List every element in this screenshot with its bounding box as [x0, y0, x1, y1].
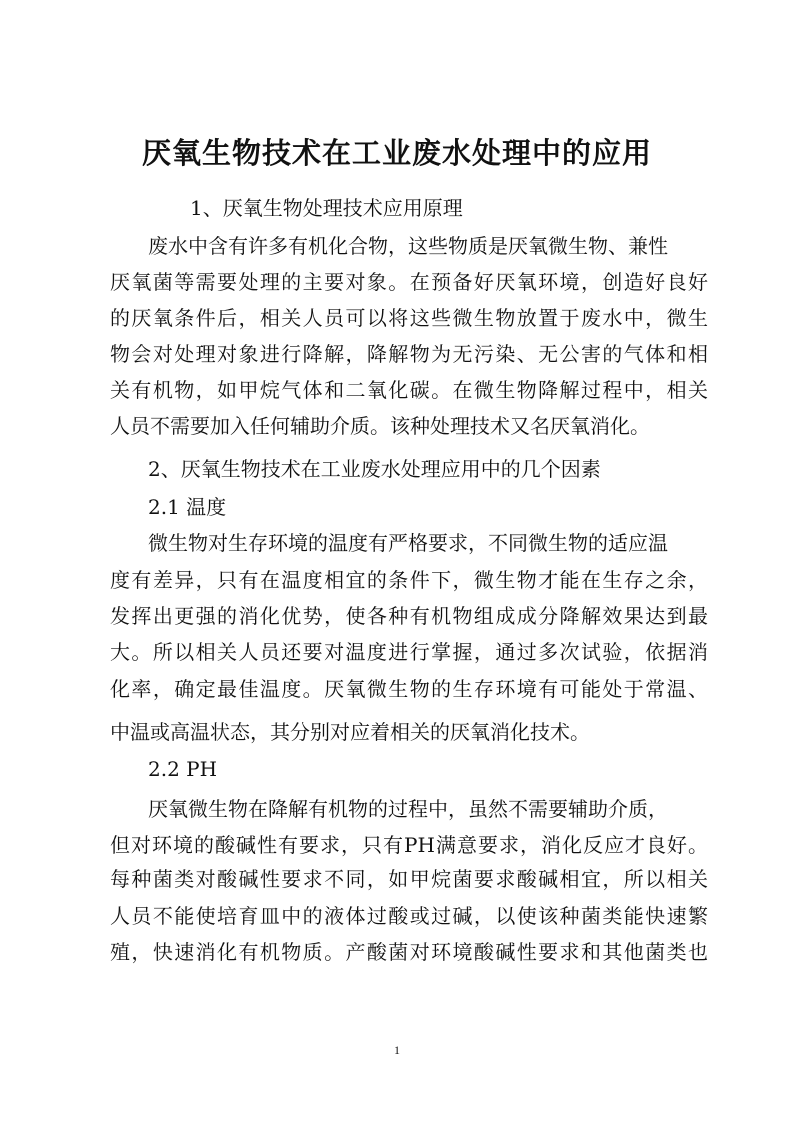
paragraph-line: 微生物对生存环境的温度有严格要求，不同微生物的适应温: [148, 531, 668, 555]
paragraph-line: 的厌氧条件后，相关人员可以将这些微生物放置于废水中，微生: [110, 306, 708, 330]
document-title: 厌氧生物技术在工业废水处理中的应用: [141, 136, 652, 170]
paragraph-line: 物会对处理对象进行降解，降解物为无污染、无公害的气体和相: [110, 342, 708, 366]
paragraph-line: 发挥出更强的消化优势，使各种有机物组成成分降解效果达到最: [110, 604, 708, 628]
section-2-heading: 2、厌氧生物技术在工业废水处理应用中的几个因素: [148, 457, 601, 481]
paragraph-line: 但对环境的酸碱性有要求，只有PH满意要求，消化反应才良好。: [110, 833, 708, 857]
paragraph-line: 关有机物，如甲烷气体和二氧化碳。在微生物降解过程中，相关: [110, 378, 708, 402]
paragraph-line: 每种菌类对酸碱性要求不同，如甲烷菌要求酸碱相宜，所以相关: [110, 867, 708, 891]
paragraph-line: 化率，确定最佳温度。厌氧微生物的生存环境有可能处于常温、: [110, 677, 708, 701]
paragraph-line: 厌氧菌等需要处理的主要对象。在预备好厌氧环境，创造好良好: [110, 270, 708, 294]
paragraph-line: 殖，快速消化有机物质。产酸菌对环境酸碱性要求和其他菌类也: [110, 940, 708, 964]
paragraph-line: 中温或高温状态，其分别对应着相关的厌氧消化技术。: [110, 720, 590, 744]
paragraph-line: 度有差异，只有在温度相宜的条件下，微生物才能在生存之余，: [110, 568, 708, 592]
paragraph-line: 厌氧微生物在降解有机物的过程中，虽然不需要辅助介质，: [148, 797, 668, 821]
page-number: 1: [394, 1043, 400, 1057]
paragraph-line: 人员不需要加入任何辅助介质。该种处理技术又名厌氧消化。: [110, 414, 650, 438]
paragraph-line: 废水中含有许多有机化合物，这些物质是厌氧微生物、兼性: [148, 234, 668, 258]
paragraph-line: 人员不能使培育皿中的液体过酸或过碱，以使该种菌类能快速繁: [110, 904, 708, 928]
section-2-1-heading: 2.1 温度: [148, 495, 227, 519]
section-2-2-heading: 2.2 PH: [148, 757, 218, 781]
paragraph-line: 大。所以相关人员还要对温度进行掌握，通过多次试验，依据消: [110, 640, 708, 664]
section-1-heading: 1、厌氧生物处理技术应用原理: [190, 196, 463, 220]
